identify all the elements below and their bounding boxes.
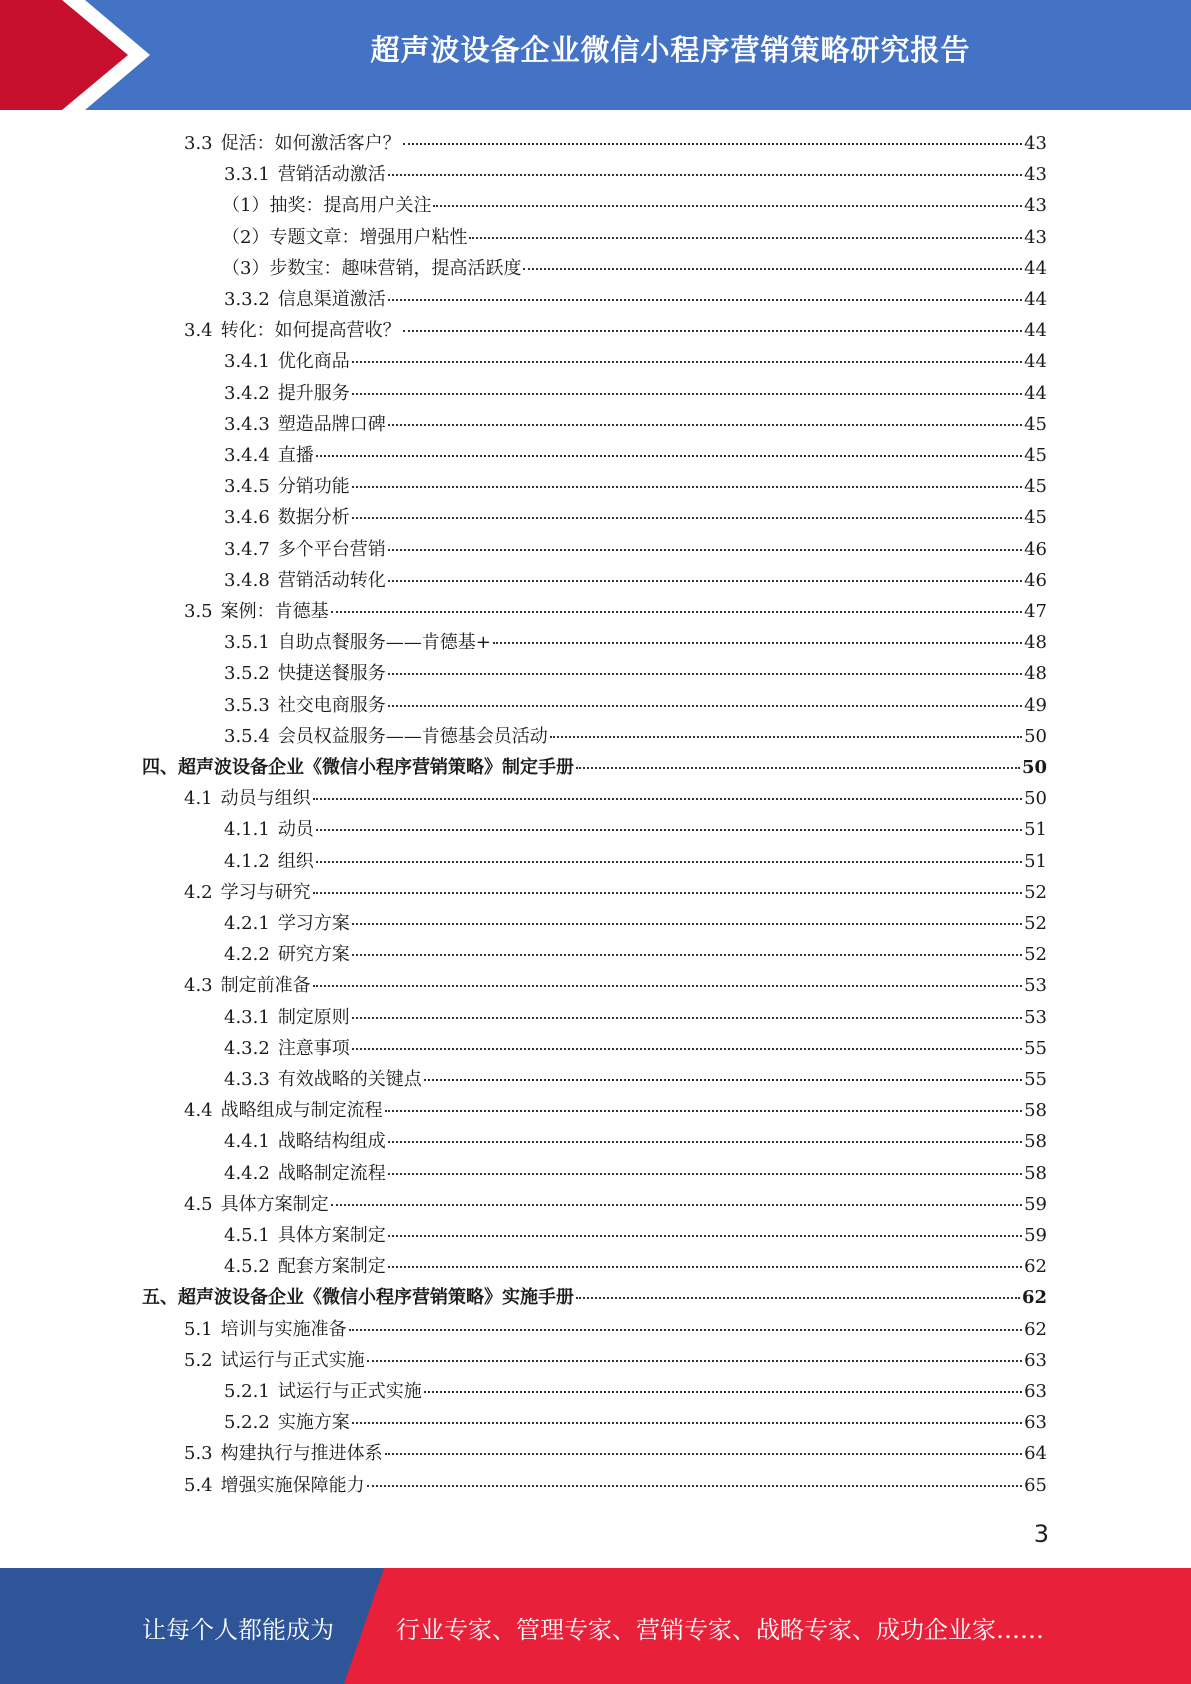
toc-entry-title: （3）步数宝：趣味营销，提高活跃度 [222,257,522,279]
toc-entry-title: 数据分析 [277,507,350,529]
toc-entry-title: （1）抽奖：提高用户关注 [222,195,432,217]
toc-dot-leader [388,579,1022,582]
toc-entry-page: 49 [1024,694,1047,716]
toc-dot-leader [469,236,1022,239]
toc-entry-page: 59 [1024,1225,1047,1246]
toc-dot-leader [367,1484,1022,1487]
toc-entry-page: 52 [1024,944,1047,966]
toc-entry[interactable] [222,222,1047,253]
toc-dot-leader [385,1452,1022,1455]
toc-entry-number: 4.5.2 [224,1256,270,1278]
toc-entry[interactable] [184,315,1047,346]
toc-dot-leader [388,298,1022,301]
toc-entry-number: 3.3 [184,133,213,154]
toc-entry[interactable] [184,1095,1047,1126]
toc-entry-title: 研究方案 [277,944,350,966]
toc-entry[interactable] [224,159,1047,190]
toc-entry[interactable] [224,814,1047,845]
toc-entry-number: 5.3 [184,1443,213,1465]
toc-entry-title: 配套方案制定 [277,1256,386,1278]
toc-entry-page: 45 [1024,507,1047,529]
toc-dot-leader [388,548,1022,551]
toc-entry-number: 4.3.1 [224,1006,270,1028]
toc-entry[interactable] [184,1314,1047,1345]
toc-entry[interactable] [224,846,1047,877]
toc-dot-leader [352,922,1022,925]
toc-entry-number: 3.5 [184,601,213,622]
toc-entry-number: 3.3.1 [224,164,270,186]
toc-entry-title: 五、超声波设备企业《微信小程序营销策略》实施手册 [142,1287,574,1309]
toc-entry-title: 战略结构组成 [277,1131,386,1153]
toc-entry-title: 营销活动激活 [277,164,386,186]
toc-entry-number: 3.5.4 [224,725,270,747]
toc-entry-number: 4.4.1 [224,1131,270,1153]
toc-entry-page: 53 [1024,975,1047,997]
header-banner [0,0,1191,110]
toc-entry-number: 3.4.5 [224,476,270,498]
toc-entry-title: 战略组成与制定流程 [220,1100,383,1122]
toc-entry[interactable] [224,409,1047,440]
toc-dot-leader [388,1234,1022,1237]
toc-entry[interactable] [184,1438,1047,1469]
toc-entry-title: 具体方案制定 [220,1193,329,1215]
toc-dot-leader [493,641,1022,644]
toc-entry[interactable] [224,534,1047,565]
toc-entry-page: 46 [1024,538,1047,560]
toc-entry-number: 4.1.2 [224,850,270,872]
toc-dot-leader [388,672,1022,675]
toc-entry-page: 62 [1024,1256,1047,1278]
toc-entry-page: 51 [1024,850,1047,872]
toc-entry-page: 43 [1024,164,1047,186]
toc-entry[interactable] [224,378,1047,409]
toc-entry-title: 优化商品 [277,351,350,373]
toc-entry-number: 3.4.1 [224,351,270,373]
toc-dot-leader [352,1016,1022,1019]
toc-dot-leader [352,1047,1022,1050]
toc-entry-page: 46 [1024,569,1047,591]
toc-entry-number: 4.3.2 [224,1037,270,1059]
toc-dot-leader [403,142,1022,145]
toc-entry-page: 58 [1024,1100,1047,1122]
toc-entry-title: 四、超声波设备企业《微信小程序营销策略》制定手册 [142,757,574,778]
toc-entry-title: 制定原则 [277,1006,350,1028]
toc-entry-number: 3.4 [184,320,213,342]
toc-entry-page: 50 [1021,757,1047,778]
toc-entry-title: 动员 [277,819,314,841]
toc-entry[interactable] [224,1407,1047,1438]
toc-entry[interactable] [224,908,1047,939]
toc-entry[interactable] [224,1033,1047,1064]
toc-entry-title: 构建执行与推进体系 [220,1443,383,1465]
toc-entry-number: 4.2.1 [224,913,270,934]
footer-slogan-right: 行业专家、管理专家、营销专家、战略专家、成功企业家…… [396,1616,1044,1644]
toc-entry[interactable] [184,783,1047,814]
toc-entry-title: 试运行与正式实施 [220,1349,365,1371]
toc-entry-number: 5.2.1 [224,1381,270,1402]
toc-dot-leader [388,173,1022,176]
toc-entry-page: 44 [1024,257,1047,279]
toc-dot-leader [313,891,1022,894]
toc-entry-page: 50 [1024,725,1047,747]
toc-entry[interactable] [224,502,1047,533]
toc-entry-page: 65 [1024,1474,1047,1496]
toc-entry[interactable] [224,1376,1047,1407]
toc-entry-number: 3.4.6 [224,507,270,529]
toc-entry-page: 44 [1024,320,1047,342]
toc-entry-page: 64 [1024,1443,1047,1465]
toc-entry-number: 5.1 [184,1318,213,1340]
toc-entry[interactable] [184,596,1047,627]
toc-dot-leader [388,1172,1022,1175]
toc-entry-page: 48 [1024,632,1047,654]
toc-dot-leader [576,766,1020,769]
toc-dot-leader [352,360,1022,363]
toc-dot-leader [576,1296,1020,1299]
toc-entry-page: 43 [1024,133,1047,154]
toc-dot-leader [388,704,1022,707]
toc-entry-title: 增强实施保障能力 [220,1474,365,1496]
toc-entry-number: 4.1.1 [224,819,270,841]
toc-entry-title: 试运行与正式实施 [277,1381,422,1402]
toc-entry[interactable] [222,190,1047,221]
toc-dot-leader [331,610,1022,613]
toc-dot-leader [316,828,1022,831]
toc-dot-leader [316,860,1022,863]
toc-entry-page: 44 [1024,289,1047,310]
toc-entry-number: 3.4.2 [224,382,270,404]
toc-entry[interactable] [224,1002,1047,1033]
toc-entry-page: 59 [1024,1193,1047,1215]
toc-entry-number: 3.4.3 [224,413,270,435]
toc-entry[interactable] [224,471,1047,502]
toc-entry-page: 55 [1024,1037,1047,1059]
toc-entry-title: 具体方案制定 [277,1225,386,1246]
toc-entry-page: 45 [1024,445,1047,466]
toc-entry-page: 62 [1021,1287,1047,1309]
toc-dot-leader [316,454,1022,457]
toc-entry[interactable] [224,1220,1047,1251]
toc-dot-leader [550,735,1022,738]
toc-entry-number: 3.3.2 [224,289,270,310]
toc-dot-leader [388,1265,1022,1268]
toc-entry[interactable] [224,346,1047,377]
footer-banner [0,1568,1191,1684]
toc-entry-title: 组织 [277,850,314,872]
toc-entry[interactable] [224,1251,1047,1282]
toc-entry-title: 有效战略的关键点 [277,1069,422,1090]
toc-entry-title: 快捷送餐服务 [277,663,386,685]
toc-entry-page: 58 [1024,1131,1047,1153]
toc-entry-page: 50 [1024,788,1047,810]
toc-entry[interactable] [224,627,1047,658]
toc-entry-number: 3.5.2 [224,663,270,685]
toc-entry-title: 转化：如何提高营收？ [220,320,401,342]
toc-entry-title: 战略制定流程 [277,1162,386,1184]
toc-entry-number: 4.4.2 [224,1162,270,1184]
toc-entry-page: 43 [1024,195,1047,217]
toc-dot-leader [352,953,1022,956]
toc-entry-number: 5.2 [184,1349,213,1371]
toc-dot-leader [352,1421,1022,1424]
toc-entry-number: 4.5.1 [224,1225,270,1246]
toc-entry[interactable] [184,1345,1047,1376]
toc-entry-page: 63 [1024,1381,1047,1402]
document-title: 超声波设备企业微信小程序营销策略研究报告 [370,33,971,67]
toc-dot-leader [313,797,1022,800]
toc-entry-page: 45 [1024,413,1047,435]
toc-dot-leader [331,1203,1022,1206]
toc-entry-title: 促活：如何激活客户？ [220,133,401,154]
toc-entry[interactable] [224,565,1047,596]
toc-entry-number: 5.4 [184,1474,213,1496]
toc-entry-page: 51 [1024,819,1047,841]
toc-entry[interactable] [224,939,1047,970]
toc-dot-leader [349,1328,1022,1331]
toc-dot-leader [433,204,1022,207]
toc-entry-page: 52 [1024,881,1047,903]
toc-entry[interactable] [224,284,1047,315]
toc-entry-title: 会员权益服务——肯德基会员活动 [277,725,548,747]
footer-slogan-left: 让每个人都能成为 [142,1616,334,1644]
toc-entry-number: 3.4.8 [224,569,270,591]
toc-entry-number: 4.3.3 [224,1069,270,1090]
toc-entry-title: 学习方案 [277,913,350,934]
toc-dot-leader [352,516,1022,519]
toc-entry-title: 学习与研究 [220,881,311,903]
toc-entry-title: 案例：肯德基 [220,601,329,622]
toc-entry-title: 社交电商服务 [277,694,386,716]
toc-entry-number: 4.2.2 [224,944,270,966]
toc-entry-number: 4.3 [184,975,213,997]
toc-entry-page: 44 [1024,351,1047,373]
toc-entry-page: 43 [1024,226,1047,248]
toc-dot-leader [523,267,1022,270]
toc-entry-number: 5.2.2 [224,1412,270,1434]
toc-entry[interactable] [224,440,1047,471]
toc-dot-leader [352,392,1022,395]
toc-entry[interactable] [184,877,1047,908]
toc-dot-leader [388,1140,1022,1143]
toc-entry[interactable] [224,658,1047,689]
toc-entry-number: 4.1 [184,788,213,810]
toc-entry[interactable] [184,1189,1047,1220]
toc-dot-leader [424,1390,1022,1393]
toc-dot-leader [403,329,1022,332]
toc-entry-number: 3.4.7 [224,538,270,560]
toc-entry-page: 53 [1024,1006,1047,1028]
toc-entry[interactable] [142,752,1047,783]
toc-entry-page: 45 [1024,476,1047,498]
toc-entry-title: 提升服务 [277,382,350,404]
toc-entry-number: 3.5.3 [224,694,270,716]
toc-entry[interactable] [222,253,1047,284]
toc-entry-title: 制定前准备 [220,975,311,997]
toc-dot-leader [388,423,1022,426]
toc-entry[interactable] [224,721,1047,752]
toc-entry-number: 4.5 [184,1193,213,1215]
toc-entry-page: 63 [1024,1412,1047,1434]
toc-dot-leader [352,485,1022,488]
toc-entry-page: 44 [1024,382,1047,404]
toc-entry-page: 48 [1024,663,1047,685]
toc-entry-title: 多个平台营销 [277,538,386,560]
toc-entry-title: （2）专题文章：增强用户粘性 [222,226,468,248]
toc-entry[interactable] [224,1158,1047,1189]
toc-entry[interactable] [142,1282,1047,1313]
toc-entry-title: 自助点餐服务——肯德基+ [277,632,491,654]
toc-dot-leader [385,1109,1022,1112]
toc-entry-title: 实施方案 [277,1412,350,1434]
toc-entry[interactable] [224,1064,1047,1095]
toc-entry[interactable] [184,128,1047,159]
toc-entry-title: 分销功能 [277,476,350,498]
toc-entry-title: 动员与组织 [220,788,311,810]
toc-entry-number: 3.5.1 [224,632,270,654]
toc-entry-page: 62 [1024,1318,1047,1340]
toc-entry[interactable] [184,1470,1047,1501]
toc-entry[interactable] [184,970,1047,1001]
toc-entry-page: 63 [1024,1349,1047,1371]
toc-entry[interactable] [224,690,1047,721]
toc-entry-page: 47 [1024,601,1047,622]
toc-entry-title: 培训与实施准备 [220,1318,347,1340]
toc-entry[interactable] [224,1126,1047,1157]
toc-entry-number: 4.4 [184,1100,213,1122]
toc-dot-leader [367,1359,1022,1362]
toc-entry-page: 52 [1024,913,1047,934]
toc-entry-page: 55 [1024,1069,1047,1090]
toc-entry-page: 58 [1024,1162,1047,1184]
toc-entry-number: 4.2 [184,881,213,903]
toc-entry-title: 营销活动转化 [277,569,386,591]
toc-entry-title: 注意事项 [277,1037,350,1059]
toc-entry-title: 直播 [277,445,314,466]
toc-entry-number: 3.4.4 [224,445,270,466]
toc-entry-title: 塑造品牌口碑 [277,413,386,435]
page-number: 3 [1033,1520,1049,1548]
toc-dot-leader [424,1078,1022,1081]
toc-entry-title: 信息渠道激活 [277,289,386,310]
toc-dot-leader [313,984,1022,987]
